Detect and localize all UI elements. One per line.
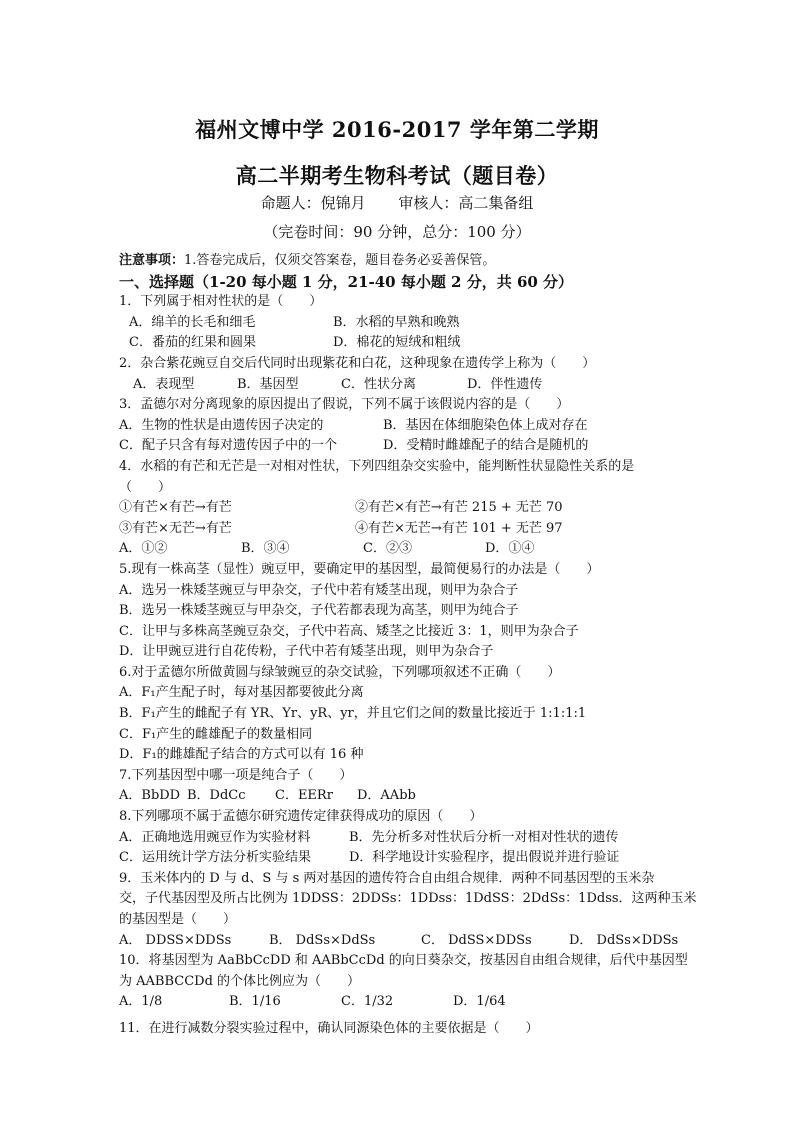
- option-b: B．选另一株矮茎豌豆与甲杂交，子代若都表现为高茎，则甲为纯合子: [119, 603, 519, 619]
- option-b: B．基因型: [237, 376, 299, 392]
- option-b: B．1/16: [229, 994, 281, 1010]
- option-b: B．基因在体细胞染色体上成对存在: [383, 417, 588, 433]
- option-c: C．番茄的红果和圆果: [129, 335, 256, 351]
- option-b: B．先分析多对性状后分析一对相对性状的遗传: [349, 829, 619, 845]
- notice-label: 注意事项：: [119, 253, 185, 268]
- option-c: C．②③: [363, 541, 412, 557]
- option-c: C．让甲与多株高茎豌豆杂交，子代中若高、矮茎之比接近 3：1，则甲为杂合子: [119, 623, 579, 639]
- question-10-stem-cont: 为 AABBCCDd 的个体比例应为（ ）: [119, 973, 361, 989]
- option-b: B．F₁产生的雌配子有 YR、Yr、yR、yr，并且它们之间的数量比接近于 1:1:1:1: [119, 706, 587, 722]
- question-2-options: [119, 375, 689, 396]
- option-a: A．生物的性状是由遗传因子决定的: [119, 417, 324, 433]
- question-3-stem: 3．孟德尔对分离现象的原因提出了假说，下列不属于该假说内容的是（ ）: [119, 397, 570, 413]
- question-11-stem: 11．在进行减数分裂实验过程中，确认同源染色体的主要依据是（ ）: [119, 1020, 539, 1036]
- option-a: A．选另一株矮茎豌豆与甲杂交，子代中若有矮茎出现，则甲为杂合子: [119, 582, 519, 598]
- question-2-stem: 2．杂合紫花豌豆自交后代同时出现紫花和白花，这种现象在遗传学上称为（ ）: [119, 355, 596, 371]
- option-d: D．受精时雌雄配子的结合是随机的: [383, 438, 589, 454]
- question-10-options: [119, 992, 689, 1013]
- option-a: A． DDSS×DDSs: [119, 932, 232, 948]
- question-1-options-row1: [119, 313, 689, 334]
- question-4-stem: 4．水稻的有芒和无芒是一对相对性状，下列四组杂交实验中，能判断性状显隐性关系的是: [119, 458, 635, 474]
- option-d: D．科学地设计实验程序，提出假说并进行验证: [349, 850, 620, 866]
- cross-2: ②有芒×有芒→有芒 215 + 无芒 70: [355, 500, 563, 516]
- option-c: C．运用统计学方法分析实验结果: [119, 850, 311, 866]
- question-3-options-row1: [119, 416, 689, 437]
- option-d: D．棉花的短绒和粗绒: [333, 335, 461, 351]
- question-4-crosses-row2: [119, 519, 689, 540]
- question-8-options-row1: [119, 828, 689, 849]
- option-a: A．①②: [119, 541, 168, 557]
- option-a: A．表现型: [133, 376, 195, 392]
- question-9-stem: 9．玉米体内的 D 与 d、S 与 s 两对基因的遗传符合自由组合规律．两种不同基因型的玉米杂: [119, 870, 655, 886]
- question-9-stem-cont2: 的基因型是（ ）: [119, 912, 237, 927]
- author: 命题人：倪锦月: [260, 194, 366, 212]
- option-d: D．①④: [485, 541, 535, 557]
- option-a: A．正确地选用豌豆作为实验材料: [119, 829, 311, 845]
- exam-subtitle: 高二半期考生物科考试（题目卷）: [235, 163, 559, 188]
- option-c: C．性状分离: [341, 376, 416, 392]
- option-b: B．水稻的早熟和晚熟: [333, 314, 460, 330]
- option-b: B．DdCc: [187, 788, 246, 804]
- question-3-options-row2: [119, 436, 689, 457]
- time-info: （完卷时间：90 分钟，总分：100 分）: [263, 223, 531, 241]
- option-d: D．伴性遗传: [467, 376, 543, 392]
- question-8-options-row2: [119, 848, 689, 869]
- notice: [119, 251, 689, 272]
- option-d: D．AAbb: [357, 788, 416, 804]
- author-line: [0, 192, 794, 213]
- option-a: A．1/8: [119, 994, 163, 1010]
- exam-title: 福州文博中学 2016-2017 学年第二学期: [195, 117, 599, 142]
- question-7-options: [119, 786, 689, 807]
- question-5-stem: 5.现有一株高茎（显性）豌豆甲，要确定甲的基因型，最简便易行的办法是（ ）: [119, 561, 600, 577]
- option-a: A．F₁产生配子时，每对基因都要彼此分离: [119, 685, 364, 701]
- cross-4: ④有芒×无芒→有芒 101 + 无芒 97: [355, 520, 563, 536]
- question-4-stem-cont: （ ）: [119, 479, 172, 495]
- cross-1: ①有芒×有芒→有芒: [119, 500, 232, 516]
- option-c: C．F₁产生的雌雄配子的数量相同: [119, 726, 313, 742]
- option-a: A．绵羊的长毛和细毛: [129, 314, 256, 330]
- section-title: 一、选择题（1-20 每小题 1 分，21-40 每小题 2 分，共 60 分）: [119, 272, 574, 291]
- question-10-stem: 10．将基因型为 AaBbCcDD 和 AABbCcDd 的向日葵杂交，按基因自由组合规律，后代中基因型: [119, 953, 688, 969]
- option-c: C．1/32: [341, 994, 394, 1010]
- question-4-options: [119, 539, 689, 560]
- option-c: C．配子只含有每对遗传因子中的一个: [119, 438, 337, 454]
- option-b: B． DdSs×DdSs: [269, 932, 376, 948]
- question-9-options: [119, 931, 689, 952]
- option-c: C． DdSS×DDSs: [421, 932, 532, 948]
- notice-text: 1.答卷完成后，仅须交答案卷，题目卷务必妥善保管。: [184, 253, 496, 268]
- option-d: D． DdSs×DDSs: [569, 932, 679, 948]
- option-a: A．BbDD: [119, 788, 181, 804]
- question-8-stem: 8.下列哪项不属于孟德尔研究遗传定律获得成功的原因（ ）: [119, 809, 483, 825]
- option-c: C．EERr: [275, 788, 333, 804]
- option-d: D．1/64: [453, 994, 506, 1010]
- option-d: D．F₁的雌雄配子结合的方式可以有 16 种: [119, 747, 364, 763]
- question-7-stem: 7.下列基因型中哪一项是纯合子（ ）: [119, 767, 353, 783]
- cross-3: ③有芒×无芒→有芒: [119, 520, 232, 536]
- question-1-stem: 1．下列属于相对性状的是（ ）: [119, 294, 323, 310]
- option-b: B．③④: [241, 541, 290, 557]
- option-d: D．让甲豌豆进行自花传粉，子代中若有矮茎出现，则甲为杂合子: [119, 644, 494, 660]
- question-1-options-row2: [119, 333, 689, 354]
- question-4-crosses-row1: [119, 498, 689, 519]
- question-9-stem-cont: 交，子代基因型及所占比例为 1DDSS：2DDSs：1DDss：1DdSS：2DdSs：1Ddss．这两种玉米: [119, 891, 697, 907]
- reviewer: 审核人：高二集备组: [398, 194, 534, 212]
- exam-body: [119, 251, 697, 1040]
- question-6-stem: 6.对于孟德尔所做黄圆与绿皱豌豆的杂交试验，下列哪项叙述不正确（ ）: [119, 664, 561, 680]
